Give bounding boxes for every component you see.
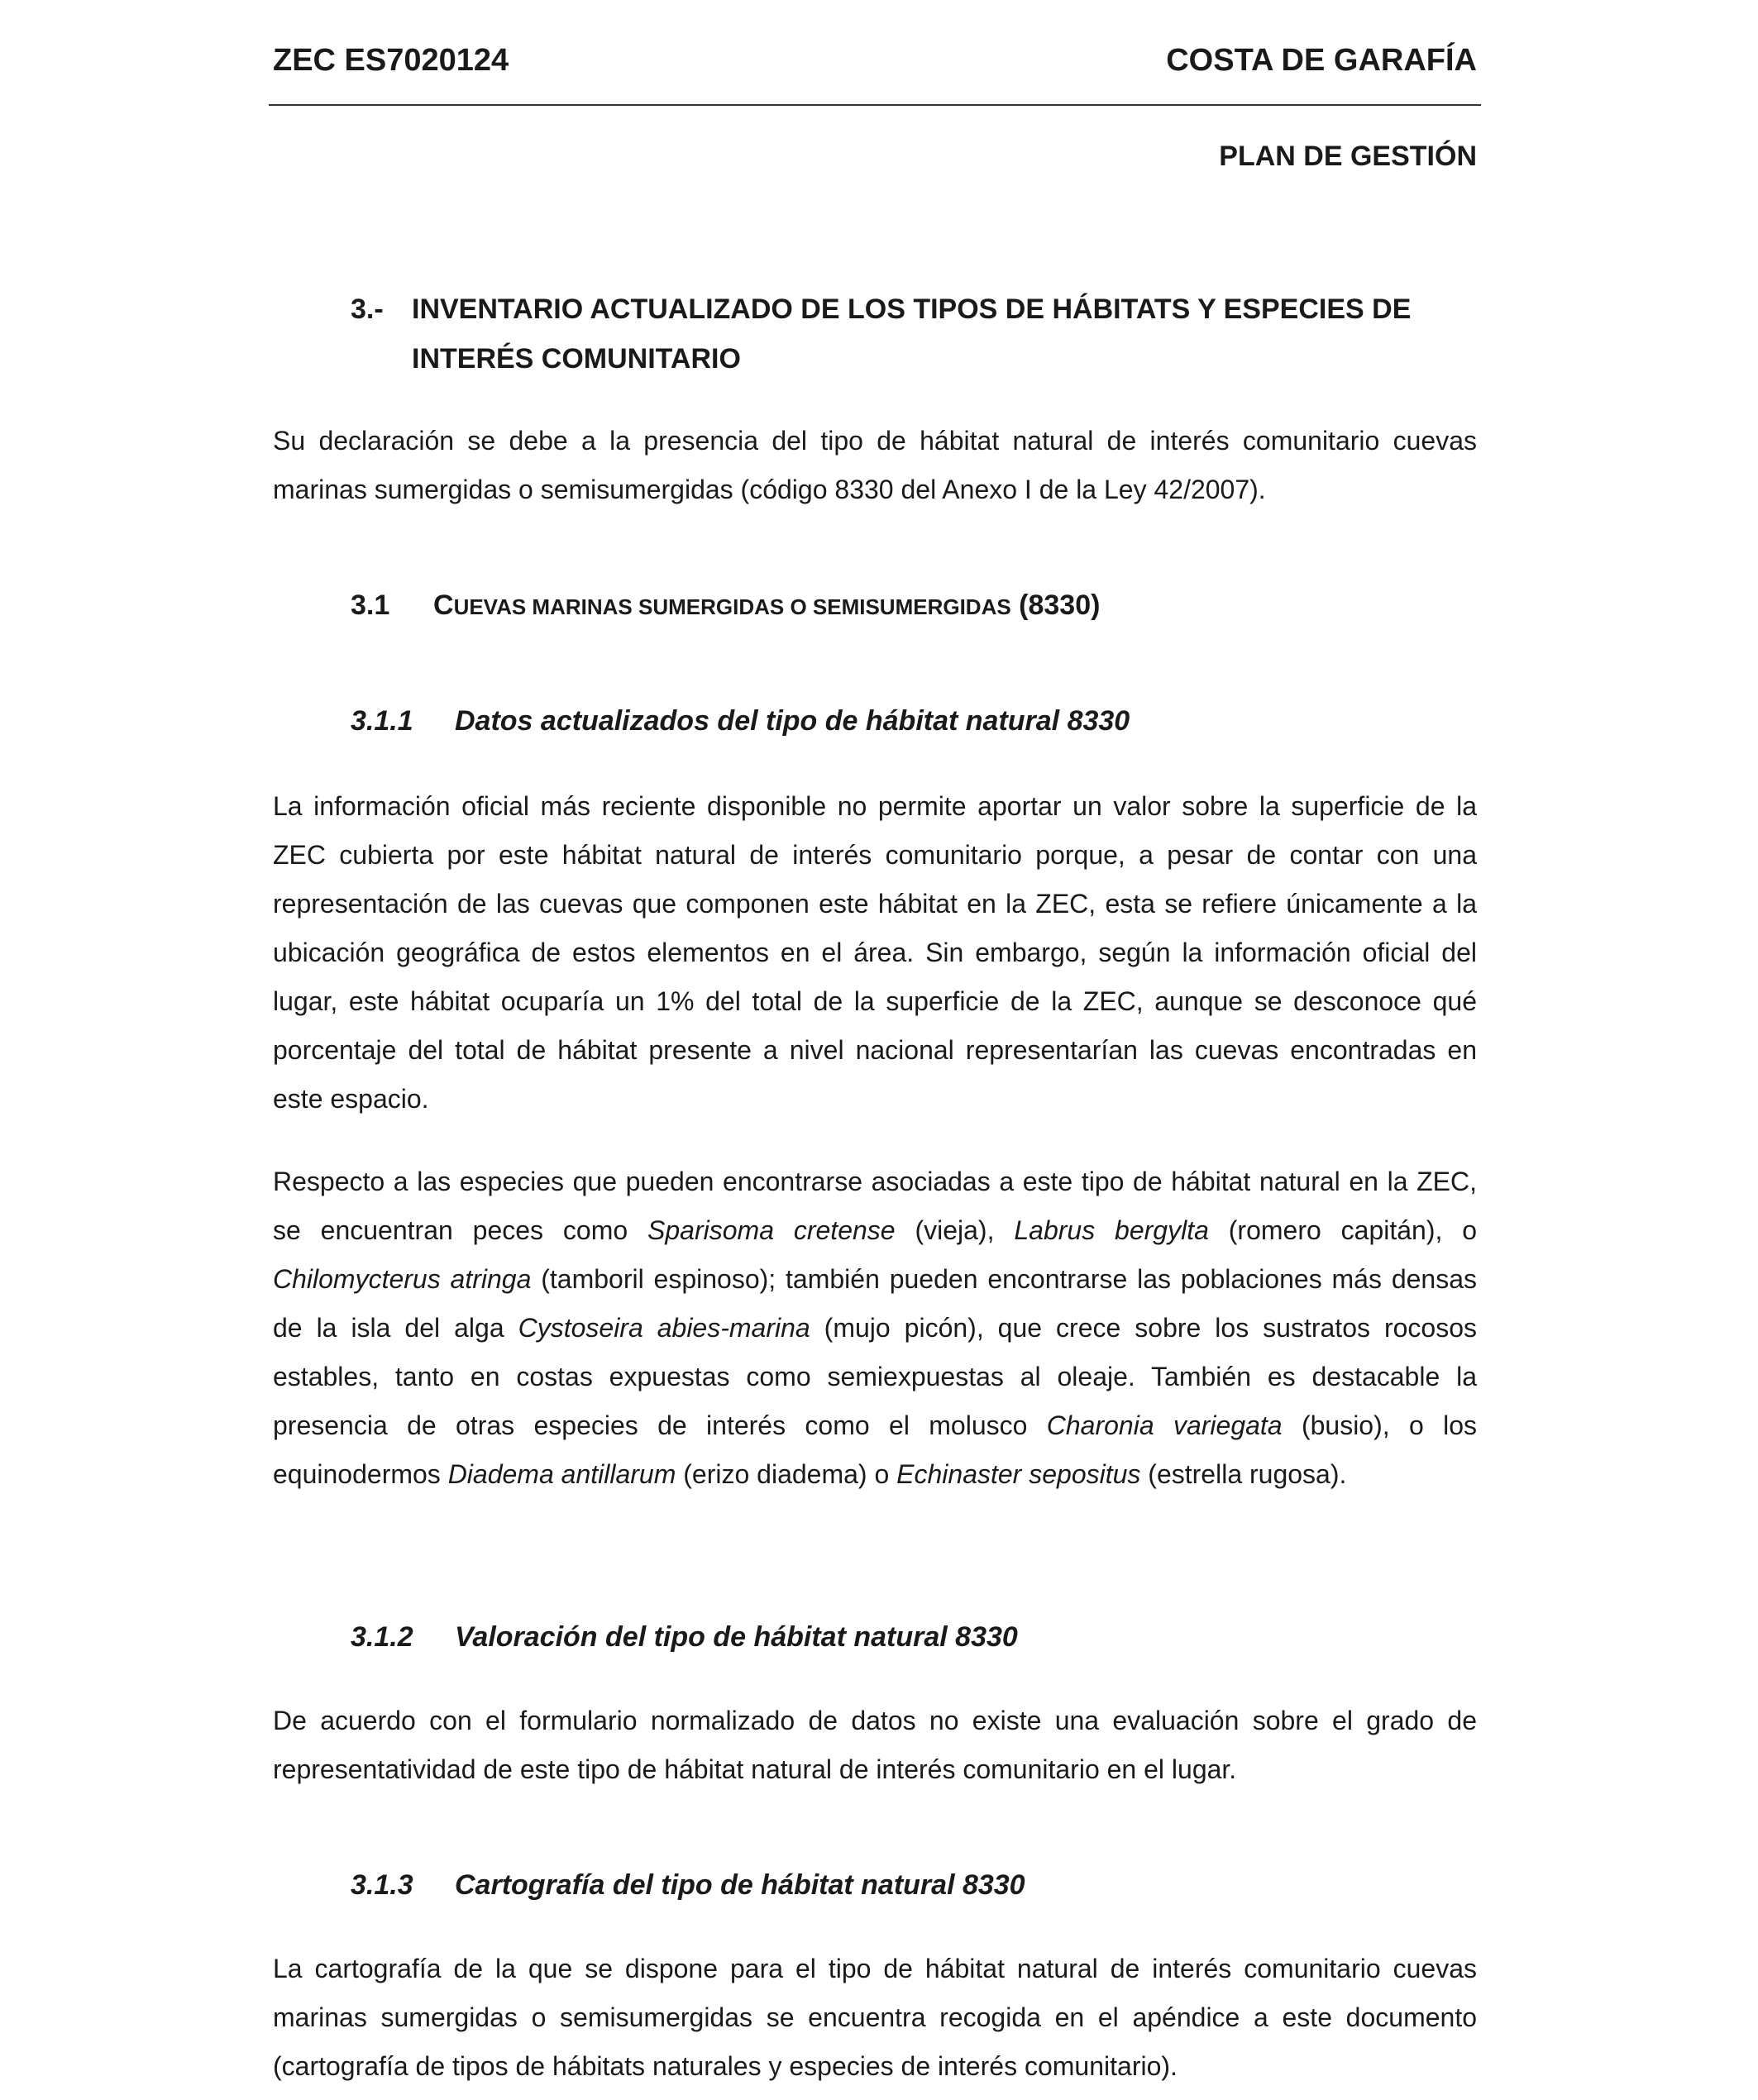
species-name: Charonia variegata	[1046, 1410, 1283, 1440]
species-name: Cystoseira abies-marina	[518, 1313, 810, 1343]
section-3-1-3-title: Cartografía del tipo de hábitat natural 8330	[455, 1869, 1025, 1901]
section-3-1-2-paragraph	[273, 1697, 1477, 1794]
header-site-name: COSTA DE GARAFÍA	[1166, 43, 1477, 78]
section-3-1-2-number: 3.1.2	[351, 1621, 413, 1653]
section-3-1-2-text: De acuerdo con el formulario normalizado de datos no existe una evaluación sobre el grado de representatividad de este tipo de hábitat natural de interés comunitario en el lugar.	[273, 1706, 1477, 1784]
species-name: Diadema antillarum	[447, 1459, 676, 1489]
section-3-1-1-paragraph-2	[273, 1157, 1477, 1499]
species-name: Labrus bergylta	[1014, 1215, 1209, 1245]
section-3-1-1-number: 3.1.1	[351, 705, 413, 737]
section-3-intro	[273, 417, 1477, 514]
section-3-number: 3.-	[351, 294, 384, 325]
section-3-1-1-title: Datos actualizados del tipo de hábitat natural 8330	[455, 705, 1130, 737]
section-3-1-1-text-1: La información oficial más reciente disponible no permite aportar un valor sobre la superficie de la ZEC cubierta por este hábitat natural de interés comunitario porque, a pesar de contar con una representación de las cuevas que componen este hábitat en la ZEC, esta se refiere únicamente a la ubicación geográfica de estos elementos en el área. Sin embargo, según la información oficial del lugar, este hábitat ocuparía un 1% del total de la superficie de la ZEC, aunque se desconoce qué porcentaje del total de hábitat presente a nivel nacional representarían las cuevas encontradas en este espacio.	[273, 791, 1477, 1114]
section-3-1-title: CUEVAS MARINAS SUMERGIDAS O SEMISUMERGIDAS (8330)	[433, 589, 1101, 621]
section-3-1-3-paragraph	[273, 1945, 1477, 2091]
section-3-1-heading	[351, 580, 1100, 632]
header-site-code: ZEC ES7020124	[273, 43, 509, 78]
page-header	[273, 43, 1477, 79]
section-3-1-1-heading	[351, 696, 1130, 746]
header-plan-title: PLAN DE GESTIÓN	[1219, 141, 1477, 172]
species-name: Sparisoma cretense	[647, 1215, 896, 1245]
header-divider	[269, 104, 1481, 106]
section-3-1-3-heading	[351, 1860, 1025, 1910]
species-name: Echinaster sepositus	[896, 1459, 1141, 1489]
section-3-1-1-text-2: Respecto a las especies que pueden encontrarse asociadas a este tipo de hábitat natural en la ZEC, se encuentran peces como Sparisoma cretense (vieja), Labrus bergylta (romero capitán), o Chilomycterus atringa (tamboril espinoso); también pueden encontrarse las poblaciones más densas de la isla del alga Cystoseira abies-marina (mujo picón), que crece sobre los sustratos rocosos estables, tanto en costas expuestas como semiexpuestas al oleaje. También es destacable la presencia de otras especies de interés como el molusco Charonia variegata (busio), o los equinodermos Diadema antillarum (erizo diadema) o Echinaster sepositus (estrella rugosa).	[273, 1167, 1478, 1489]
section-3-1-number: 3.1	[351, 589, 390, 621]
section-3-1-2-title: Valoración del tipo de hábitat natural 8330	[455, 1621, 1018, 1653]
section-3-title: INVENTARIO ACTUALIZADO DE LOS TIPOS DE HÁBITATS Y ESPECIES DE INTERÉS COMUNITARIO	[412, 294, 1412, 375]
section-3-heading	[351, 284, 1442, 384]
species-name: Chilomycterus atringa	[273, 1264, 532, 1294]
section-3-1-3-number: 3.1.3	[351, 1869, 413, 1901]
section-3-intro-text: Su declaración se debe a la presencia del tipo de hábitat natural de interés comunitario cuevas marinas sumergidas o semisumergidas (código 8330 del Anexo I de la Ley 42/2007).	[273, 426, 1477, 504]
section-3-1-2-heading	[351, 1612, 1018, 1662]
section-3-1-3-text: La cartografía de la que se dispone para el tipo de hábitat natural de interés comunitario cuevas marinas sumergidas o semisumergidas se encuentra recogida en el apéndice a este documento (cartografía de tipos de hábitats naturales y especies de interés comunitario).	[273, 1954, 1477, 2081]
section-3-1-1-paragraph-1	[273, 782, 1477, 1124]
